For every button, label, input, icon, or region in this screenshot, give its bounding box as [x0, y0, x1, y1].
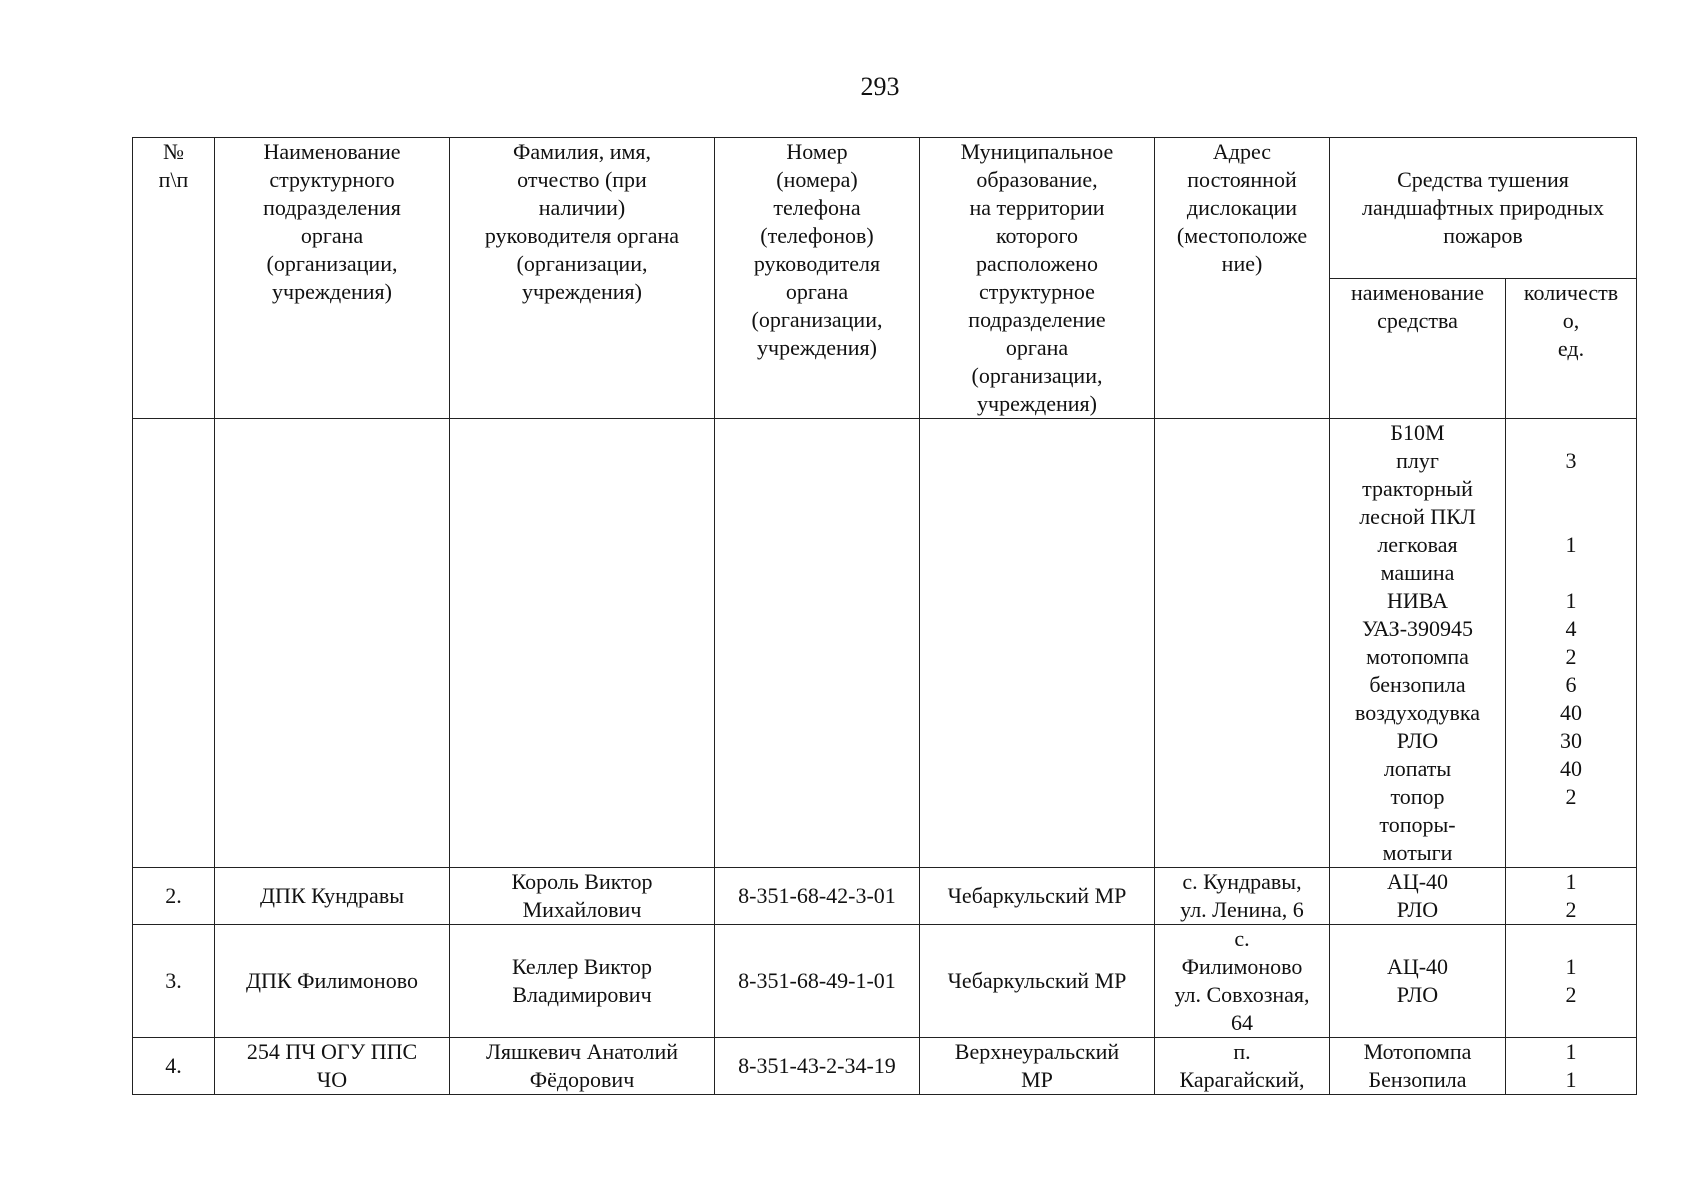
means-qty-line [1508, 839, 1634, 867]
table-row [133, 925, 1637, 1038]
cell-num: 2. [133, 868, 215, 925]
means-name-line: УАЗ-390945 [1361, 616, 1474, 641]
header-head: Фамилия, имя, отчество (при наличии) руководителя органа (организации, учреждения) [450, 138, 715, 419]
means-name-line: мотыги [1382, 840, 1453, 865]
means-qty-line: 4 [1565, 616, 1577, 641]
means-qty-line: 6 [1565, 672, 1577, 697]
header-address: Адрес постоянной дислокации (местоположе ние) [1155, 138, 1330, 419]
cell-unit: ДПК Филимоново [215, 925, 450, 1038]
means-qty-line: 40 [1560, 756, 1582, 781]
cell-address [1155, 419, 1330, 868]
means-name-line: плуг [1396, 448, 1439, 473]
cell-num: 3. [133, 925, 215, 1038]
means-name-line: РЛО [1396, 728, 1439, 753]
means-name-line: Б10М [1390, 420, 1445, 445]
cell-phone: 8-351-43-2-34-19 [715, 1038, 920, 1095]
means-name-line: топор [1390, 784, 1445, 809]
header-num: № п\п [133, 138, 215, 419]
cell-head: Король Виктор Михайлович [450, 868, 715, 925]
means-qty-line: 1 [1565, 588, 1577, 613]
means-qty-line [1508, 503, 1634, 531]
table-row-continuation [133, 419, 1637, 868]
cell-means-name [1330, 419, 1506, 868]
cell-head: Келлер Виктор Владимирович [450, 925, 715, 1038]
cell-means-name: АЦ-40 РЛО [1330, 925, 1506, 1038]
cell-num [133, 419, 215, 868]
cell-means-qty [1506, 419, 1637, 868]
table-row [133, 1038, 1637, 1095]
means-qty-line [1508, 475, 1634, 503]
page-number: 293 [860, 72, 900, 101]
means-name-line: тракторный [1362, 476, 1473, 501]
means-qty-line [1508, 811, 1634, 839]
cell-address: с. Филимоново ул. Совхозная, 64 [1155, 925, 1330, 1038]
cell-municipality: Верхнеуральский МР [920, 1038, 1155, 1095]
header-means-qty: количеств о, ед. [1506, 278, 1637, 419]
cell-means-name: Мотопомпа Бензопила [1330, 1038, 1506, 1095]
means-name-line: машина [1380, 560, 1455, 585]
means-name-line: бензопила [1369, 672, 1466, 697]
cell-head [450, 419, 715, 868]
table-row [133, 868, 1637, 925]
means-qty-line: 1 [1565, 532, 1577, 557]
header-means-group: Средства тушения ландшафтных природных пожаров [1330, 138, 1637, 279]
cell-municipality: Чебаркульский МР [920, 925, 1155, 1038]
cell-phone: 8-351-68-49-1-01 [715, 925, 920, 1038]
means-qty-line: 30 [1560, 728, 1582, 753]
means-qty-line [1508, 559, 1634, 587]
means-name-line: легковая [1377, 532, 1458, 557]
means-name-line: НИВА [1387, 588, 1448, 613]
means-qty-line [1508, 419, 1634, 447]
cell-unit: ДПК Кундравы [215, 868, 450, 925]
cell-means-qty: 1 1 [1506, 1038, 1637, 1095]
cell-phone: 8-351-68-42-3-01 [715, 868, 920, 925]
cell-means-qty: 1 2 [1506, 925, 1637, 1038]
cell-head: Ляшкевич Анатолий Фёдорович [450, 1038, 715, 1095]
fire-equipment-table [132, 137, 1637, 1095]
means-qty-line: 40 [1560, 700, 1582, 725]
cell-municipality [920, 419, 1155, 868]
means-qty-line: 2 [1565, 784, 1577, 809]
cell-municipality: Чебаркульский МР [920, 868, 1155, 925]
means-name-line: мотопомпа [1366, 644, 1469, 669]
cell-means-qty: 1 2 [1506, 868, 1637, 925]
header-phone: Номер (номера) телефона (телефонов) руководителя органа (организации, учреждения) [715, 138, 920, 419]
cell-phone [715, 419, 920, 868]
cell-num: 4. [133, 1038, 215, 1095]
cell-means-name: АЦ-40 РЛО [1330, 868, 1506, 925]
header-unit: Наименование структурного подразделения органа (организации, учреждения) [215, 138, 450, 419]
means-qty-line: 2 [1565, 644, 1577, 669]
means-name-line: лопаты [1383, 756, 1452, 781]
header-municipality: Муниципальное образование, на территории которого расположено структурное подразделение органа (организации, учреждения) [920, 138, 1155, 419]
header-means-name: наименование средства [1330, 278, 1506, 419]
cell-address: п. Карагайский, [1155, 1038, 1330, 1095]
header-row [133, 138, 1637, 279]
cell-address: с. Кундравы, ул. Ленина, 6 [1155, 868, 1330, 925]
cell-unit: 254 ПЧ ОГУ ППС ЧО [215, 1038, 450, 1095]
means-name-line: топоры- [1379, 812, 1456, 837]
cell-unit [215, 419, 450, 868]
means-name-line: лесной ПКЛ [1359, 504, 1476, 529]
means-name-line: воздуходувка [1355, 700, 1480, 725]
means-qty-line: 3 [1565, 448, 1577, 473]
